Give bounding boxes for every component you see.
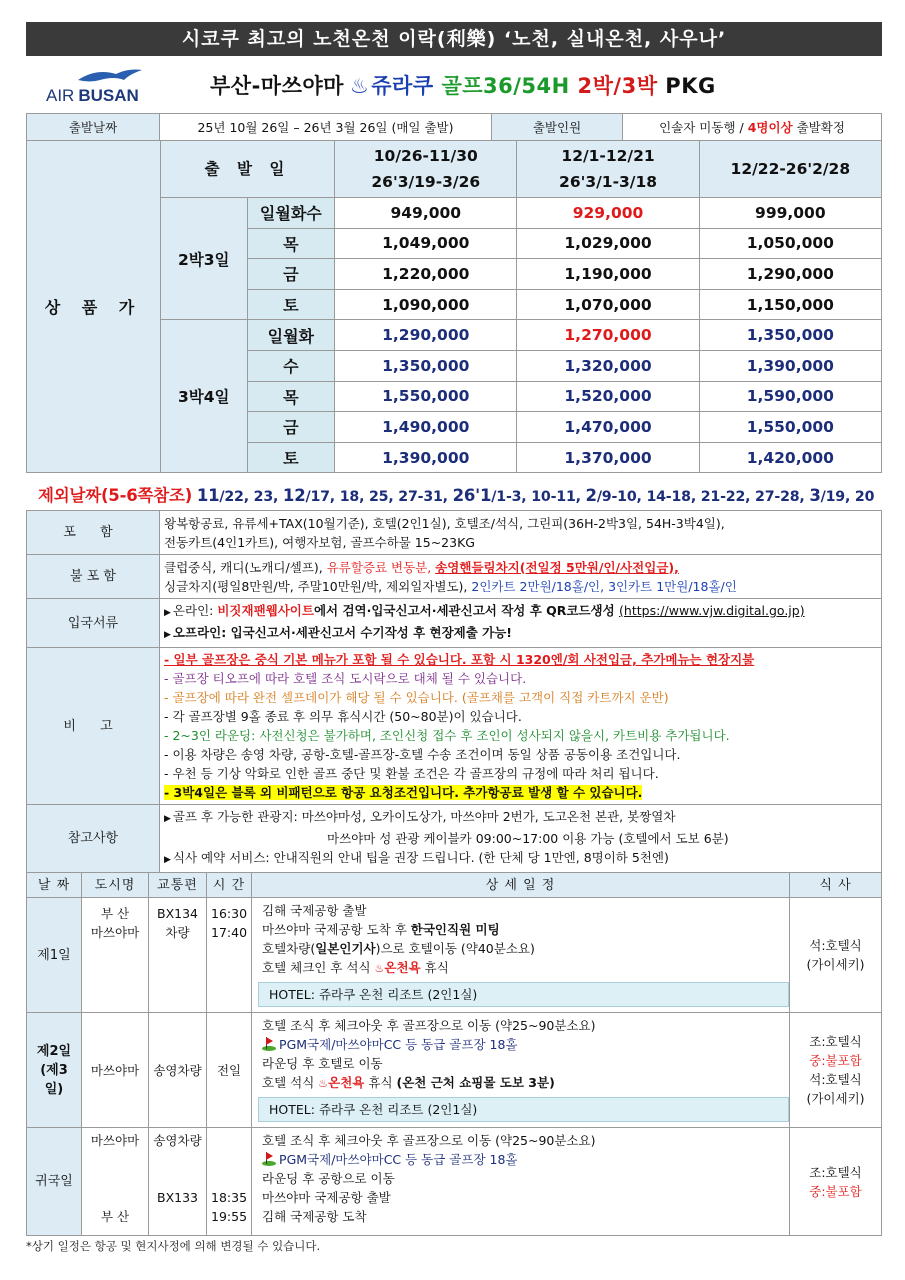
remarks-label: 비 고: [27, 648, 160, 805]
col-meal: 식 사: [790, 873, 882, 898]
period-header-1: 10/26-11/30 26'3/19-3/26: [335, 141, 517, 198]
excluded-dates: 제외날짜(5-6쪽참조) 11/22, 23, 12/17, 18, 25, 27-31, 26'1/1-3, 10-11, 2/9-10, 14-18, 21-22, 27-28, 3/19, 20: [38, 486, 875, 505]
day-return: 귀국일: [27, 1128, 82, 1236]
day-2: 제2일 (제3일): [27, 1013, 82, 1128]
period-header-2: 12/1-12/21 26'3/1-3/18: [517, 141, 699, 198]
docs-label: 입국서류: [27, 599, 160, 648]
col-transport: 교통편: [149, 873, 207, 898]
price-cell: 1,270,000: [517, 320, 699, 351]
period-header-3: 12/22-26'2/28: [699, 141, 881, 198]
group-3n4d: 3박4일: [160, 320, 247, 473]
vjw-site: 비짓재팬웹사이트: [217, 603, 314, 618]
day-return-city: 마쓰야마 부 산: [82, 1128, 149, 1236]
day-2-time: 전일: [207, 1013, 252, 1128]
day-1-meal: 석:호텔식 (가이세키): [790, 898, 882, 1013]
day-row-label: 수: [247, 350, 335, 381]
day-1-time: 16:30 17:40: [207, 898, 252, 1013]
day-row-label: 토: [247, 442, 335, 473]
price-cell: 929,000: [517, 198, 699, 229]
col-detail: 상 세 일 정: [252, 873, 790, 898]
day-row-label: 목: [247, 228, 335, 259]
day-1-city: 부 산 마쓰야마: [82, 898, 149, 1013]
remarks-text: [160, 648, 882, 805]
include-text: 왕복항공료, 유류세+TAX(10월기준), 호텔(2인1실), 호텔조/석식, 그린피(36H-2박3일, 54H-3박4일), 전동카트(4인1카트), 여행자보험, 골프수하물 15~23KG: [160, 511, 882, 555]
price-label: 상 품 가: [27, 141, 161, 473]
reference-label: 참고사항: [27, 805, 160, 873]
col-time: 시 간: [207, 873, 252, 898]
title-hotel: 쥬라쿠: [371, 74, 434, 98]
price-cell: 1,470,000: [517, 412, 699, 443]
depart-people-label: 출발인원: [492, 114, 623, 141]
day-1-detail: 김해 국제공항 출발 마쓰야마 국제공항 도착 후 한국인직원 미팅 호텔차량(일본인기사)으로 호텔이동 (약40분소요) 호텔 체크인 후 석식 ♨온천욕 휴식 HOTEL: 쥬라쿠 온천 리조트 (2인1실): [252, 898, 790, 1013]
price-cell: 1,320,000: [517, 350, 699, 381]
day-2-detail: 호텔 조식 후 체크아웃 후 골프장으로 이동 (약25~90분소요) PGM국제/마쓰야마CC 등 동급 골프장 18홀 라운딩 후 호텔로 이동 호텔 석식 ♨온천욕 휴식 (온천 근처 쇼핑몰 도보 3분) HOTEL: 쥬라쿠 온천 리조트 (2인1실): [252, 1013, 790, 1128]
price-cell: 1,029,000: [517, 228, 699, 259]
price-cell: 1,290,000: [699, 259, 881, 290]
price-cell: 1,370,000: [517, 442, 699, 473]
day-return-transport: 송영차량 BX133: [149, 1128, 207, 1236]
remark-item: - 골프장 티오프에 따라 호텔 조식 도시락으로 대체 될 수 있습니다.: [164, 671, 527, 686]
remark-item: - 이용 차량은 송영 차량, 공항-호텔-골프장-호텔 수송 조건이며 동일 상품 공동이용 조건입니다.: [164, 747, 681, 762]
include-label: 포 함: [27, 511, 160, 555]
remark-item: - 우천 등 기상 악화로 인한 골프 중단 및 환불 조건은 각 골프장의 규정에 따라 처리 됩니다.: [164, 766, 659, 781]
remark-item: - 각 골프장별 9홀 종료 후 의무 휴식시간 (50~80분)이 있습니다.: [164, 709, 522, 724]
hotel-info: HOTEL: 쥬라쿠 온천 리조트 (2인1실): [258, 982, 789, 1007]
remark-item: - 일부 골프장은 중식 기본 메뉴가 포함 될 수 있습니다. 포함 시 1320엔/회 사전입금, 추가메뉴는 현장지불: [164, 652, 755, 667]
day-2-meal: 조:호텔식 중:불포함 석:호텔식 (가이세키): [790, 1013, 882, 1128]
price-cell: 1,049,000: [335, 228, 517, 259]
triangle-bullet-icon: ▶: [164, 630, 171, 640]
remark-item-highlight: - 3박4일은 블록 외 비패턴으로 항공 요청조건입니다. 추가항공료 발생 할 수 있습니다.: [164, 785, 643, 800]
price-cell: 1,070,000: [517, 289, 699, 320]
day-row-label: 금: [247, 259, 335, 290]
exclude-label: 불 포 함: [27, 555, 160, 599]
day-row-label: 토: [247, 289, 335, 320]
title-route: 부산-마쓰야마: [210, 74, 344, 98]
logo-air: AIR: [46, 86, 75, 105]
price-table: [26, 140, 882, 473]
day-1: 제1일: [27, 898, 82, 1013]
price-cell: 1,290,000: [335, 320, 517, 351]
price-cell: 999,000: [699, 198, 881, 229]
col-date: 날 짜: [27, 873, 82, 898]
day-row-label: 일월화: [247, 320, 335, 351]
footnote: *상기 일정은 항공 및 현지사정에 의해 변경될 수 있습니다.: [26, 1239, 321, 1253]
remark-item: - 골프장에 따라 완전 셀프데이가 해당 될 수 있습니다. (골프채를 고객이 직접 카트까지 운반): [164, 690, 669, 705]
excluded-dates-label: 제외날짜(5-6쪽참조): [38, 486, 193, 505]
remark-item: - 2~3인 라운딩: 사전신청은 불가하며, 조인신청 접수 후 조인이 성사되지 않을시, 카트비용 추가됩니다.: [164, 728, 730, 743]
exclude-text: 클럽중식, 캐디(노캐디/셀프), 유류할증료 변동분, 송영핸들링차지(전일정 5만원/인/사전입금), 싱글차지(평일8만원/박, 주말10만원/박, 제외일자별도), 2인카트 2만원/18홀/인, 3인카트 1만원/18홀/인: [160, 555, 882, 599]
price-cell: 1,350,000: [335, 350, 517, 381]
day-1-transport: BX134 차량: [149, 898, 207, 1013]
price-cell: 1,550,000: [335, 381, 517, 412]
hot-spring-icon: ♨: [349, 74, 370, 98]
onsen-icon: ♨: [318, 1077, 329, 1090]
price-cell: 1,150,000: [699, 289, 881, 320]
bird-icon: [76, 66, 146, 86]
depart-day-header: 출 발 일: [160, 141, 334, 198]
price-cell: 1,490,000: [335, 412, 517, 443]
title-golf: 골프36/54H: [441, 74, 570, 98]
price-cell: 1,390,000: [335, 442, 517, 473]
day-row-label: 금: [247, 412, 335, 443]
top-banner: 시코쿠 최고의 노천온천 이락(利樂) ‘노천, 실내온천, 사우나’: [26, 22, 882, 56]
price-cell: 1,520,000: [517, 381, 699, 412]
price-cell: 1,050,000: [699, 228, 881, 259]
title-days: 2박/3박: [577, 74, 658, 98]
price-cell: 1,420,000: [699, 442, 881, 473]
price-cell: 1,390,000: [699, 350, 881, 381]
price-cell: 949,000: [335, 198, 517, 229]
depart-date-label: 출발날짜: [27, 114, 160, 141]
air-busan-logo: [46, 66, 156, 108]
col-city: 도시명: [82, 873, 149, 898]
logo-busan: BUSAN: [78, 86, 139, 105]
group-2n3d: 2박3일: [160, 198, 247, 320]
day-2-transport: 송영차량: [149, 1013, 207, 1128]
reference-text: ▶ 골프 후 가능한 관광지: 마쓰야마성, 오카이도상가, 마쓰야마 2번가, 도고온천 본관, 봇짱열차 마쓰야마 성 관광 케이블카 09:00~17:00 이용 가능 (호텔에서 도보 6분) ▶ 식사 예약 서비스: 안내직원의 안내 팁을 권장 드립니다. (한 단체 당 1만엔, 8명이하 5천엔): [160, 805, 882, 873]
golf-flag-icon: [262, 1152, 276, 1166]
min-people: 4명이상: [747, 120, 793, 135]
depart-date-value: 25년 10월 26일 – 26년 3월 26일 (매일 출발): [160, 114, 492, 141]
price-cell: 1,350,000: [699, 320, 881, 351]
vjw-url[interactable]: (https://www.vjw.digital.go.jp): [619, 603, 805, 618]
day-row-label: 일월화수: [247, 198, 335, 229]
golf-flag-icon: [262, 1037, 276, 1051]
onsen-icon: ♨: [374, 962, 385, 975]
page-title: [210, 70, 716, 100]
triangle-bullet-icon: ▶: [164, 608, 171, 618]
price-cell: 1,190,000: [517, 259, 699, 290]
docs-text: ▶ 온라인: 비짓재팬웹사이트에서 검역·입국신고서·세관신고서 작성 후 QR코드생성 (https://www.vjw.digital.go.jp) ▶ 오프라인: 입국신고서·세관신고서 수기작성 후 현장제출 가능!: [160, 599, 882, 648]
triangle-bullet-icon: ▶: [164, 855, 171, 865]
depart-people-value: 인솔자 미동행 / 4명이상 출발확정: [623, 114, 882, 141]
price-cell: 1,550,000: [699, 412, 881, 443]
day-return-time: 18:35 19:55: [207, 1128, 252, 1236]
price-cell: 1,590,000: [699, 381, 881, 412]
day-row-label: 목: [247, 381, 335, 412]
day-return-meal: 조:호텔식 중:불포함: [790, 1128, 882, 1236]
info-table: [26, 510, 882, 873]
price-cell: 1,220,000: [335, 259, 517, 290]
hotel-info: HOTEL: 쥬라쿠 온천 리조트 (2인1실): [258, 1097, 789, 1122]
triangle-bullet-icon: ▶: [164, 814, 171, 824]
price-cell: 1,090,000: [335, 289, 517, 320]
day-return-detail: 호텔 조식 후 체크아웃 후 골프장으로 이동 (약25~90분소요) PGM국제/마쓰야마CC 등 동급 골프장 18홀 라운딩 후 공항으로 이동 마쓰야마 국제공항 출발 김해 국제공항 도착: [252, 1128, 790, 1236]
day-2-city: 마쓰야마: [82, 1013, 149, 1128]
itinerary-table: [26, 872, 882, 1236]
title-pkg: PKG: [665, 74, 716, 98]
departure-info-table: [26, 113, 882, 141]
